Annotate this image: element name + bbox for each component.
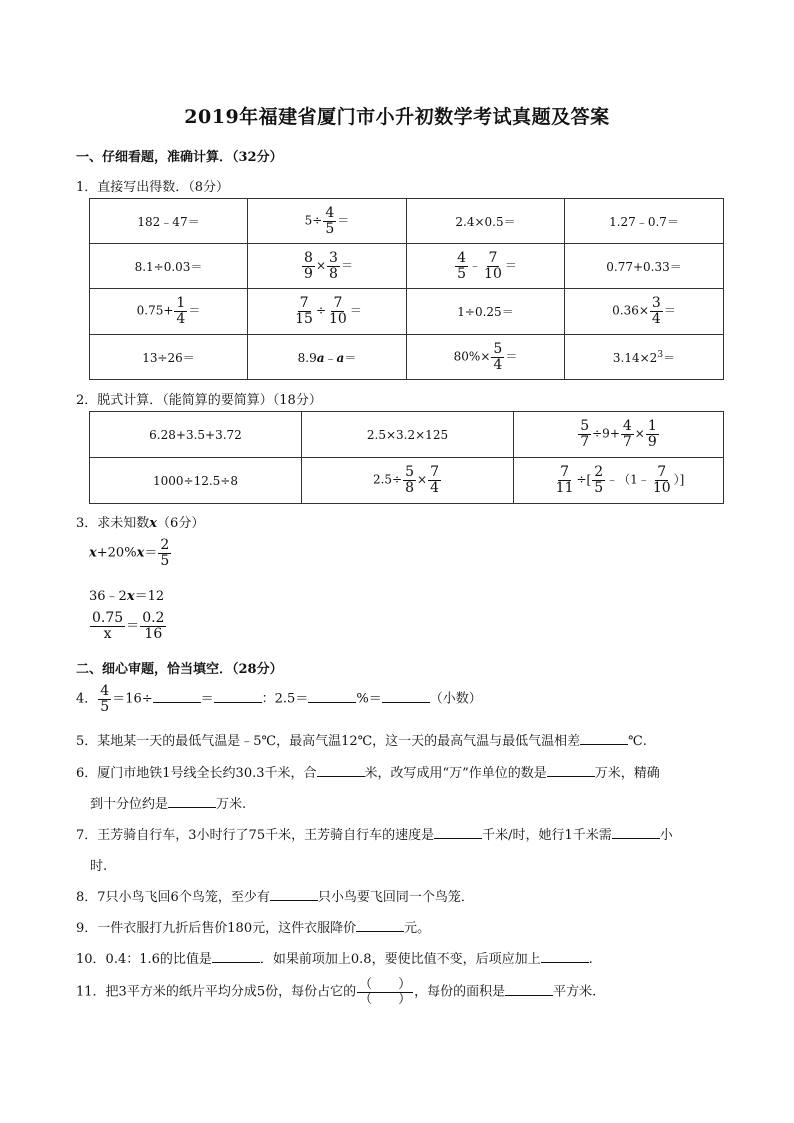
q-text: 米，改写成用“万”作单位的数是	[364, 766, 547, 781]
fraction	[174, 296, 187, 326]
fraction	[293, 296, 315, 326]
q2-cell	[90, 412, 302, 458]
fraction	[621, 419, 634, 449]
denominator: 4	[430, 480, 440, 496]
numerator: 1	[647, 418, 657, 435]
q-text: .	[588, 952, 593, 967]
operator: ÷	[315, 304, 327, 318]
denominator: 4	[176, 311, 186, 327]
q2-cell	[302, 412, 514, 458]
answer-blank[interactable]	[612, 826, 660, 839]
numerator: 4	[622, 418, 632, 435]
expr: 8.1÷0.03＝	[134, 259, 203, 274]
denominator: 10	[652, 480, 671, 496]
denominator: 5	[160, 552, 170, 569]
q-text: 6．厦门市地铁1号线全长约30.3千米，合	[76, 766, 317, 781]
answer-blank[interactable]	[541, 950, 589, 963]
q-text: ＝	[200, 691, 214, 707]
expr: ＝	[344, 350, 357, 365]
answer-blank[interactable]	[214, 690, 262, 703]
fraction	[403, 465, 416, 495]
operator: ﹣	[469, 258, 482, 273]
answer-blank[interactable]	[580, 732, 628, 745]
q-text: 万米，精确	[594, 766, 660, 781]
q1-cell	[407, 199, 565, 244]
q6-line-2	[90, 793, 246, 812]
q-text: ＝16÷	[112, 691, 153, 707]
numerator: 3	[329, 249, 338, 266]
numerator: 0.2	[142, 610, 165, 626]
fraction	[650, 296, 663, 326]
q2-label: 2．脱式计算．（能简算的要简算）（18分）	[76, 393, 322, 408]
numerator: 7	[488, 249, 498, 266]
expr: 1000÷12.5÷8	[152, 473, 238, 488]
expr: 8.9	[297, 350, 317, 365]
q-text: 11．把3平方米的纸片平均分成5份，每份占它的	[76, 984, 357, 1000]
fraction	[302, 251, 315, 281]
q1-cell	[565, 199, 724, 244]
q-text: %＝	[356, 691, 382, 707]
q1-cell	[90, 199, 248, 244]
q3-equation-3	[89, 611, 167, 641]
variable: x	[149, 516, 158, 531]
q9	[76, 917, 430, 936]
section-1-heading: 一、仔细看题，准确计算．（32分）	[76, 150, 283, 165]
operator: ＝	[126, 618, 140, 634]
numerator: 1	[176, 295, 186, 312]
q7-line-2: 时.	[90, 859, 108, 874]
expr: 1.27﹣0.7＝	[609, 214, 679, 229]
answer-blank[interactable]	[270, 888, 318, 901]
expr: 6.28+3.5+3.72	[149, 427, 242, 442]
fraction	[482, 251, 504, 281]
expr: 0.36×	[612, 304, 649, 318]
q11	[76, 978, 596, 1006]
q2-cell	[514, 412, 724, 458]
denominator: 4	[493, 356, 503, 373]
exponent: 3	[657, 349, 664, 360]
q4	[76, 684, 482, 714]
q1-cell	[90, 244, 248, 289]
denominator: x	[103, 625, 112, 642]
variable: x	[136, 545, 145, 561]
q-text: 千米/时，她行1千米需	[482, 828, 612, 843]
denominator: 4	[651, 311, 661, 327]
q5	[76, 730, 647, 749]
expr: 3.14×2	[612, 350, 658, 365]
denominator: 8	[329, 265, 338, 282]
q2-cell	[514, 458, 724, 504]
answer-blank[interactable]	[153, 690, 201, 703]
answer-blank[interactable]	[168, 795, 216, 808]
operator: ﹣（1﹣	[606, 473, 650, 487]
q2-cell	[302, 458, 514, 504]
denominator: 15	[295, 311, 313, 327]
q-text: 9．一件衣服打九折后售价180元，这件衣服降价	[76, 921, 357, 936]
denominator: 5	[457, 265, 467, 282]
q1-cell	[407, 335, 565, 380]
numerator: 4	[100, 683, 110, 699]
q-text: 万米.	[216, 797, 247, 812]
denominator: 11	[555, 480, 574, 496]
q-text: 只小鸟要飞回同一个鸟笼．	[317, 890, 474, 905]
denominator: 16	[144, 625, 163, 642]
denominator: 9	[647, 434, 657, 450]
q-text: ：2.5＝	[261, 691, 309, 707]
numerator: 5	[493, 340, 503, 357]
expr: ＝	[663, 304, 676, 318]
answer-blank[interactable]	[308, 690, 356, 703]
answer-blank[interactable]	[356, 919, 404, 932]
expr: 0.77+0.33＝	[606, 259, 682, 274]
operator: ×	[417, 473, 428, 487]
q-text: 元。	[404, 921, 431, 936]
q-text: （小数）	[429, 691, 482, 707]
q1-table	[89, 198, 724, 380]
fraction	[592, 465, 605, 495]
numerator-blank[interactable]: （ ）	[359, 977, 412, 992]
q1-cell	[248, 335, 407, 380]
expr: ＝12	[134, 589, 165, 604]
answer-blank[interactable]	[434, 826, 482, 839]
expr: 0.75+	[136, 304, 174, 318]
numerator: 0.75	[92, 610, 124, 626]
q-text: ，每份的面积是	[414, 984, 506, 1000]
q7-line-1	[76, 824, 673, 843]
q1-cell	[248, 244, 407, 289]
expr: 36﹣2	[89, 589, 127, 604]
numerator: 7	[560, 464, 570, 481]
denominator: 10	[329, 311, 347, 327]
answer-blank[interactable]	[212, 950, 260, 963]
q1-cell	[248, 199, 407, 244]
numerator: 7	[430, 464, 440, 481]
expr: +20%	[96, 545, 137, 561]
q6-line-1	[76, 762, 660, 781]
q1-cell	[565, 289, 724, 335]
denominator: 5	[100, 698, 110, 715]
blank-fraction[interactable]	[357, 978, 413, 1006]
q1-cell	[407, 289, 565, 335]
q3-label	[76, 512, 204, 531]
numerator: 4	[457, 249, 467, 266]
q1-label: 1．直接写出得数．（8分）	[76, 180, 230, 195]
variable: x	[126, 589, 135, 604]
expr: ＝	[337, 213, 350, 228]
denominator-blank[interactable]: （ ）	[359, 991, 412, 1007]
fraction	[327, 296, 349, 326]
q-text: ．如果前项加上0.8，要使比值不变，后项应加上	[259, 952, 541, 967]
fraction	[428, 465, 441, 495]
page-title: 2019年福建省厦门市小升初数学考试真题及答案	[184, 106, 610, 128]
fraction	[455, 251, 468, 281]
variable: a	[336, 350, 345, 365]
operator: ×	[634, 427, 645, 441]
expr: ）]	[673, 473, 685, 487]
section-2-heading: 二、细心审题，恰当填空．（28分）	[76, 662, 283, 677]
fraction	[98, 684, 111, 714]
expr: ＝	[663, 350, 676, 365]
expr: 80%×	[453, 349, 491, 364]
expr: ＝	[349, 304, 362, 318]
expr: 2.5×3.2×125	[366, 427, 449, 442]
fraction	[651, 465, 673, 495]
numerator: 2	[160, 537, 170, 553]
q-text: 到十分位约是	[90, 797, 169, 812]
numerator: 7	[657, 464, 667, 481]
q-text: 8．7只小鸟飞回6个鸟笼，至少有	[76, 890, 270, 905]
expr: ＝	[188, 304, 201, 318]
operator: ×	[315, 258, 327, 273]
expr: 13÷26＝	[142, 350, 195, 365]
expr: 2.4×0.5＝	[455, 214, 516, 229]
q1-cell	[90, 335, 248, 380]
q-text: 5．某地某一天的最低气温是﹣5℃，最高气温12℃，这一天的最高气温与最低气温相差	[76, 734, 581, 749]
denominator: 10	[484, 265, 502, 282]
q3-equation-1	[89, 538, 172, 568]
q1-cell	[565, 335, 724, 380]
variable: x	[89, 545, 97, 561]
numerator: 7	[299, 295, 309, 312]
fraction	[90, 611, 125, 641]
answer-blank[interactable]	[547, 764, 595, 777]
q2-table	[89, 411, 724, 504]
fraction	[491, 342, 504, 372]
expr: ＝	[505, 349, 518, 364]
operator: ﹣	[324, 350, 337, 365]
denominator: 8	[405, 480, 415, 496]
q-text: 10．0.4：1.6的比值是	[76, 952, 212, 967]
expr: 182﹣47＝	[137, 214, 200, 229]
expr: 2.5÷	[372, 473, 403, 487]
variable: a	[316, 350, 325, 365]
fraction	[140, 611, 166, 641]
fraction	[323, 206, 336, 236]
numerator: 7	[333, 295, 343, 312]
fraction	[646, 419, 659, 449]
numerator: 4	[325, 204, 335, 221]
expr: 5÷	[304, 213, 323, 228]
q2-cell	[90, 458, 302, 504]
q-text: 7．王芳骑自行车，3小时行了75千米，王芳骑自行车的速度是	[76, 828, 435, 843]
fraction	[554, 465, 576, 495]
q1-cell	[565, 244, 724, 289]
answer-blank[interactable]	[317, 764, 365, 777]
operator: ÷[	[576, 473, 592, 487]
numerator: 5	[580, 418, 590, 435]
q-text: ℃.	[628, 734, 647, 749]
denominator: 7	[622, 434, 632, 450]
expr: ＝	[504, 258, 517, 273]
q10	[76, 948, 593, 967]
q-text: 小	[659, 828, 673, 843]
numerator: 2	[594, 464, 604, 481]
operator: ÷9+	[592, 427, 620, 441]
denominator: 9	[304, 265, 313, 282]
q8	[76, 886, 474, 905]
numerator: 5	[405, 464, 415, 481]
expr: 1÷0.25＝	[457, 305, 514, 319]
denominator: 5	[325, 220, 335, 237]
answer-blank[interactable]	[382, 690, 430, 703]
q1-cell	[248, 289, 407, 335]
expr: ＝	[340, 258, 353, 273]
denominator: 5	[594, 480, 604, 496]
q1-cell	[90, 289, 248, 335]
q3-label-points: （6分）	[157, 516, 205, 531]
fraction	[327, 251, 340, 281]
denominator: 7	[580, 434, 590, 450]
operator: ＝	[144, 545, 158, 561]
numerator: 8	[304, 249, 313, 266]
answer-blank[interactable]	[505, 983, 553, 996]
numerator: 3	[651, 295, 661, 312]
q1-cell	[407, 244, 565, 289]
fraction	[578, 419, 591, 449]
q3-label-text: 3．求未知数	[76, 516, 150, 531]
q3-equation-2	[89, 585, 164, 604]
q-number: 4．	[76, 691, 98, 707]
fraction	[158, 538, 171, 568]
q-text: 平方米.	[553, 984, 597, 1000]
